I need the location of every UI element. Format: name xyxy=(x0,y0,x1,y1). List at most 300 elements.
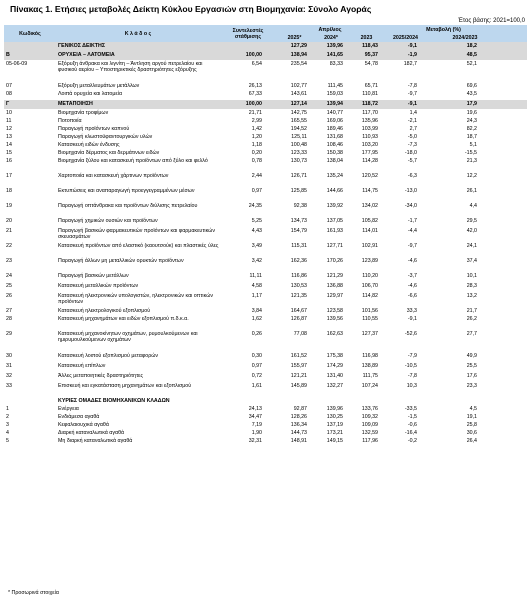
row-change-2: 17,6 xyxy=(466,373,477,379)
row-2025: 138,94 xyxy=(290,52,307,58)
row-change-2: 25,8 xyxy=(466,422,477,428)
row-weight: 7,19 xyxy=(251,422,262,428)
row-weight xyxy=(220,42,276,43)
row-2025: 126,87 xyxy=(290,316,307,322)
row-code: 05-06-09 xyxy=(6,61,28,67)
row-2025: 127,14 xyxy=(290,101,307,107)
row-code: 2 xyxy=(6,414,9,420)
row-weight: 24,35 xyxy=(248,203,262,209)
row-label: Κατασκευή επίπλων xyxy=(58,363,106,369)
table-row xyxy=(4,382,527,397)
row-label: ΟΡΥΧΕΙΑ – ΛΑΤΟΜΕΙΑ xyxy=(58,52,115,58)
row-2023: 54,78 xyxy=(364,61,378,67)
row-code: 18 xyxy=(6,188,12,194)
row-code: 13 xyxy=(6,134,12,140)
row-2025: 116,86 xyxy=(291,273,307,279)
table-row xyxy=(4,187,527,202)
row-code: 11 xyxy=(6,118,12,124)
row-2024: 162,63 xyxy=(326,331,343,337)
row-change-2 xyxy=(427,397,503,398)
row-change-2: 25,5 xyxy=(466,363,477,369)
row-2025: 134,73 xyxy=(290,218,307,224)
row-change-2: 28,3 xyxy=(466,283,477,289)
row-2025: 165,55 xyxy=(290,118,307,124)
row-change-1: -9,7 xyxy=(407,243,417,249)
row-change-1: -7,9 xyxy=(407,353,417,359)
row-change-1: -1,9 xyxy=(407,52,417,58)
row-change-1: -0,2 xyxy=(407,438,417,444)
table-row xyxy=(4,227,527,242)
row-2023: 110,20 xyxy=(362,273,378,279)
row-2025: 123,33 xyxy=(290,150,307,156)
table-row xyxy=(4,352,527,362)
row-code: 15 xyxy=(6,150,12,156)
row-code: 1 xyxy=(6,406,9,412)
row-2025: 144,73 xyxy=(290,430,307,436)
row-label: Μη διαρκή καταναλωτικά αγαθά xyxy=(58,438,133,444)
row-2023: 114,75 xyxy=(362,188,378,194)
row-2025: 125,11 xyxy=(291,134,307,140)
row-2024: 127,71 xyxy=(326,243,343,249)
row-label: ΚΥΡΙΕΣ ΟΜΑΔΕΣ ΒΙΟΜΗΧΑΝΙΚΩΝ ΚΛΑΔΩΝ xyxy=(58,398,170,404)
row-label: Ποτοποιία xyxy=(58,118,82,124)
row-change-1: 33,3 xyxy=(406,308,417,314)
row-code: B xyxy=(6,52,10,58)
row-code: 28 xyxy=(6,316,12,322)
row-change-2: 19,6 xyxy=(466,110,477,116)
row-change-1: -9,1 xyxy=(407,316,417,322)
row-change-1: -7,8 xyxy=(407,373,417,379)
row-2024: 139,96 xyxy=(326,43,343,49)
header-2024: 2024* xyxy=(324,35,338,41)
row-change-1: -9,1 xyxy=(407,43,417,49)
row-change-2: 19,1 xyxy=(466,414,477,420)
table-title: Πίνακας 1. Ετήσιες μεταβολές Δείκτη Κύκλου Εργασιών στη Βιομηχανία: Σύνολο Αγοράς xyxy=(10,4,372,14)
row-label: Λοιπά ορυχεία και λατομεία xyxy=(58,91,123,97)
row-change-1: -9,1 xyxy=(407,101,417,107)
row-weight: 32,31 xyxy=(248,438,262,444)
row-code: 20 xyxy=(6,218,12,224)
row-2024: 161,93 xyxy=(326,228,343,234)
table-row xyxy=(4,51,527,60)
row-change-1: -1,7 xyxy=(407,218,417,224)
row-label: Παραγωγή κλωστοϋφαντουργικών υλών xyxy=(58,134,153,140)
row-2023: 101,56 xyxy=(361,308,378,314)
header-period-1: 2025/2024 xyxy=(392,35,419,41)
row-2025: 126,71 xyxy=(290,173,307,179)
row-change-1: -1,5 xyxy=(407,414,417,420)
table-row xyxy=(4,421,527,429)
row-label: Παραγωγή βασικών μετάλλων xyxy=(58,273,129,279)
row-2025: 128,26 xyxy=(290,414,307,420)
row-label: Βιομηχανία δέρματος και δερμάτινων ειδών xyxy=(58,150,160,156)
row-2024: 149,15 xyxy=(326,438,343,444)
row-weight: 100,00 xyxy=(245,101,262,107)
row-2025: 77,08 xyxy=(293,331,307,337)
row-2023: 138,89 xyxy=(361,363,378,369)
table-row xyxy=(4,405,527,413)
row-change-1: 182,7 xyxy=(403,61,417,67)
row-2025: 161,52 xyxy=(290,353,307,359)
row-change-2: 49,9 xyxy=(466,353,477,359)
row-change-2: 30,6 xyxy=(466,430,477,436)
table-row xyxy=(4,90,527,100)
row-weight: 3,42 xyxy=(251,258,262,264)
row-label: Ενδιάμεσα αγαθά xyxy=(58,414,100,420)
row-label: Εξόρυξη μεταλλευμάτων μετάλλων xyxy=(58,83,140,89)
row-label: Εκτυπώσεις και αναπαραγωγή προεγγεγραμμένων μέσων xyxy=(58,188,195,194)
row-2025: 115,31 xyxy=(291,243,307,249)
table-row xyxy=(4,242,527,257)
row-2024: 150,38 xyxy=(326,150,343,156)
row-label: Παραγωγή άλλων μη μεταλλικών ορυκτών προϊόντων xyxy=(58,258,184,264)
row-2024: 121,29 xyxy=(326,273,343,279)
table-row xyxy=(4,315,527,330)
row-2024: 174,29 xyxy=(326,363,343,369)
row-code: 22 xyxy=(6,243,12,249)
row-2024: 169,06 xyxy=(326,118,343,124)
row-label: Βιομηχανία ξύλου και κατασκευή προϊόντων από ξύλο και φελλό xyxy=(58,158,208,164)
table-body xyxy=(4,42,527,445)
row-change-1: -33,5 xyxy=(404,406,417,412)
row-change-2: 4,4 xyxy=(469,203,477,209)
row-2023 xyxy=(349,397,384,398)
row-weight: 24,13 xyxy=(248,406,262,412)
row-code: 31 xyxy=(6,363,12,369)
row-2025: 148,91 xyxy=(290,438,307,444)
row-2024: 173,21 xyxy=(326,430,343,436)
row-2024: 139,96 xyxy=(326,406,343,412)
row-2023: 120,52 xyxy=(361,173,378,179)
row-2023: 109,32 xyxy=(361,414,378,420)
footnote: * Προσωρινά στοιχεία xyxy=(8,590,59,596)
row-2025: 130,73 xyxy=(290,158,307,164)
row-weight: 67,33 xyxy=(248,91,262,97)
row-2023: 177,95 xyxy=(361,150,378,156)
row-2023: 102,91 xyxy=(361,243,378,249)
row-weight: 4,58 xyxy=(251,283,262,289)
row-label: ΜΕΤΑΠΟΙΗΣΗ xyxy=(58,101,93,107)
row-code: Γ xyxy=(6,101,10,107)
row-label: Κατασκευή ηλεκτρονικών υπολογιστών, ηλεκτρονικών και οπτικών προϊόντων xyxy=(58,293,213,306)
row-2024: 132,27 xyxy=(326,383,343,389)
row-2025: 194,52 xyxy=(290,126,307,132)
row-weight: 6,54 xyxy=(251,61,262,67)
row-change-1: 1,4 xyxy=(409,110,417,116)
row-change-2: 23,3 xyxy=(466,383,477,389)
row-code: 08 xyxy=(6,91,12,97)
row-weight: 1,42 xyxy=(251,126,262,132)
base-year-note: Έτος βάσης: 2021=100,0 xyxy=(458,18,525,24)
row-label: Διαρκή καταναλωτικά αγαθά xyxy=(58,430,125,436)
row-label: Κατασκευή ηλεκτρολογικού εξοπλισμού xyxy=(58,308,151,314)
row-2023: 123,89 xyxy=(361,258,378,264)
row-code: 10 xyxy=(6,110,12,116)
row-2024: 131,40 xyxy=(326,373,343,379)
row-2023: 110,93 xyxy=(362,134,378,140)
row-2023: 117,96 xyxy=(362,438,378,444)
table-row xyxy=(4,60,527,82)
row-2025: 102,77 xyxy=(290,83,307,89)
row-change-2: 42,0 xyxy=(466,228,477,234)
row-weight: 4,43 xyxy=(251,228,262,234)
row-change-2: 27,7 xyxy=(466,331,477,337)
row-2024: 123,58 xyxy=(326,308,343,314)
row-weight: 1,20 xyxy=(251,134,262,140)
row-code xyxy=(4,397,56,398)
row-change-2: 26,4 xyxy=(466,438,477,444)
row-2025: 155,97 xyxy=(290,363,307,369)
row-2024: 170,26 xyxy=(326,258,343,264)
row-2024: 130,25 xyxy=(326,414,343,420)
row-label: Ενέργεια xyxy=(58,406,79,412)
row-2023: 110,55 xyxy=(362,316,378,322)
row-change-2: 26,1 xyxy=(466,188,477,194)
row-label: Κατασκευή ειδών ένδυσης xyxy=(58,142,120,148)
row-code xyxy=(4,42,56,43)
row-2025: 125,85 xyxy=(290,188,307,194)
row-2024: 138,04 xyxy=(326,158,343,164)
row-change-1: -9,7 xyxy=(407,91,417,97)
header-2025: 2025* xyxy=(287,35,302,41)
row-change-1: -2,1 xyxy=(407,118,417,124)
row-weight: 0,26 xyxy=(251,331,262,337)
table-row xyxy=(4,157,527,172)
table-row xyxy=(4,257,527,272)
row-2024 xyxy=(313,397,349,398)
row-change-2: 18,2 xyxy=(466,43,477,49)
table-row xyxy=(4,82,527,90)
row-2023: 118,43 xyxy=(362,43,378,49)
row-2025: 162,36 xyxy=(290,258,307,264)
row-2025: 100,48 xyxy=(290,142,307,148)
row-change-1: -6,3 xyxy=(407,173,417,179)
header-period-2: 2024/2023 xyxy=(452,35,478,41)
row-code: 26 xyxy=(6,293,12,299)
row-2023: 65,71 xyxy=(364,83,378,89)
row-change-2: 21,7 xyxy=(466,308,477,314)
row-2025: 127,29 xyxy=(290,43,307,49)
row-label: Εξόρυξη άνθρακα και λιγνίτη – Άντληση αργού πετρελαίου και φυσικού αερίου – Υποστηρικτικές δραστηριότητες εξόρυξης xyxy=(58,61,203,74)
row-label: Κατασκευή μηχανημάτων και ειδών εξοπλισμού π.δ.κ.α. xyxy=(58,316,189,322)
row-weight: 1,90 xyxy=(251,430,262,436)
table-row xyxy=(4,217,527,227)
row-2023: 114,01 xyxy=(362,228,378,234)
row-label: Κατασκευή μηχανοκίνητων οχημάτων, ρυμουλκούμενων και ημιρυμουλκούμενων οχημάτων xyxy=(58,331,198,344)
row-change-1: -7,3 xyxy=(407,142,417,148)
row-change-2: 12,2 xyxy=(466,173,477,179)
row-change-1: -5,7 xyxy=(407,158,417,164)
row-2024: 136,88 xyxy=(326,283,343,289)
table-row xyxy=(4,117,527,125)
row-weight: 0,97 xyxy=(251,363,262,369)
header-classes: Κ λ ά δ ο ς xyxy=(124,30,152,37)
row-code: 12 xyxy=(6,126,12,132)
row-2023: 134,02 xyxy=(361,203,378,209)
row-weight: 3,84 xyxy=(251,308,262,314)
row-2023: 114,28 xyxy=(362,158,378,164)
row-change-1: -4,4 xyxy=(407,228,417,234)
row-change-1: -4,6 xyxy=(407,283,417,289)
row-2024: 111,45 xyxy=(327,83,343,89)
row-code: 5 xyxy=(6,438,9,444)
row-2023: 127,37 xyxy=(361,331,378,337)
row-change-2: -15,5 xyxy=(464,150,477,156)
row-change-1: -6,6 xyxy=(407,293,417,299)
table-row xyxy=(4,141,527,149)
row-2023: 111,75 xyxy=(362,373,378,379)
row-change-1: -52,6 xyxy=(404,331,417,337)
row-code: 25 xyxy=(6,283,12,289)
row-change-1: -16,4 xyxy=(404,430,417,436)
table-row xyxy=(4,292,527,307)
row-2025: 142,75 xyxy=(290,110,307,116)
row-change-1: -4,6 xyxy=(407,258,417,264)
row-label: Παραγωγή οπτάνθρακα και προϊόντων διύλισης πετρελαίου xyxy=(58,203,198,209)
row-weight: 0,97 xyxy=(251,188,262,194)
row-label: Παραγωγή βασικών φαρμακευτικών προϊόντων και φαρμακευτικών σκευασμάτων xyxy=(58,228,215,241)
row-label: Κατασκευή λοιπού εξοπλισμού μεταφορών xyxy=(58,353,159,359)
row-weight: 1,17 xyxy=(251,293,262,299)
table-row xyxy=(4,429,527,437)
row-change-1: -13,0 xyxy=(404,188,417,194)
row-2024: 140,77 xyxy=(326,110,343,116)
table-row xyxy=(4,133,527,141)
row-weight: 0,78 xyxy=(251,158,262,164)
row-weight: 21,71 xyxy=(248,110,262,116)
row-change-1: 10,3 xyxy=(406,383,417,389)
row-2025: 235,54 xyxy=(290,61,307,67)
row-2025 xyxy=(276,397,313,398)
row-2024: 137,19 xyxy=(326,422,343,428)
row-weight: 0,20 xyxy=(251,150,262,156)
table-row xyxy=(4,413,527,421)
row-label: Άλλες μεταποιητικές δραστηριότητες xyxy=(58,373,144,379)
row-label: Παραγωγή χημικών ουσιών και προϊόντων xyxy=(58,218,158,224)
row-change-1: -10,5 xyxy=(404,363,417,369)
row-code: 17 xyxy=(6,173,12,179)
row-2023: 105,82 xyxy=(361,218,378,224)
row-change-2: 26,2 xyxy=(466,316,477,322)
row-weight: 26,13 xyxy=(248,83,262,89)
row-change-2: 13,2 xyxy=(466,293,477,299)
header-change: Μεταβολή (%) xyxy=(426,27,461,33)
table-row xyxy=(4,282,527,292)
table-row xyxy=(4,109,527,117)
row-weight xyxy=(220,397,276,398)
row-weight: 2,44 xyxy=(251,173,262,179)
row-2023: 103,20 xyxy=(361,142,378,148)
row-2024: 83,33 xyxy=(329,61,343,67)
row-2023: 95,37 xyxy=(364,52,378,58)
row-code: 14 xyxy=(6,142,12,148)
row-2024: 141,65 xyxy=(326,52,343,58)
row-2024: 131,68 xyxy=(326,134,343,140)
row-2025: 143,61 xyxy=(290,91,307,97)
row-2025: 121,21 xyxy=(290,373,307,379)
row-weight: 3,49 xyxy=(251,243,262,249)
row-code: 07 xyxy=(6,83,12,89)
table-row xyxy=(4,125,527,133)
row-2023: 116,98 xyxy=(362,353,378,359)
row-2025: 164,67 xyxy=(290,308,307,314)
row-2024: 129,97 xyxy=(326,293,343,299)
row-change-2: 5,1 xyxy=(469,142,477,148)
row-2025: 130,53 xyxy=(290,283,307,289)
row-2023: 107,24 xyxy=(361,383,378,389)
row-change-2: 82,2 xyxy=(466,126,477,132)
row-change-2: 21,3 xyxy=(466,158,477,164)
row-label: Παραγωγή προϊόντων καπνού xyxy=(58,126,130,132)
row-change-1: -18,0 xyxy=(404,150,417,156)
header-weights: Συντελεστές στάθμισης xyxy=(232,27,264,40)
row-weight: 0,72 xyxy=(251,373,262,379)
row-2023: 118,72 xyxy=(362,101,378,107)
row-2025: 121,35 xyxy=(290,293,307,299)
header-2023: 2023 xyxy=(360,35,373,41)
row-2023: 133,76 xyxy=(361,406,378,412)
row-2023: 103,99 xyxy=(361,126,378,132)
row-change-1: -7,8 xyxy=(407,83,417,89)
table-row xyxy=(4,172,527,187)
table-row xyxy=(4,372,527,382)
row-change-2: 29,5 xyxy=(466,218,477,224)
row-2024: 159,03 xyxy=(326,91,343,97)
row-change-2: 10,1 xyxy=(466,273,477,279)
row-label: ΓΕΝΙΚΟΣ ΔΕΙΚΤΗΣ xyxy=(58,43,106,49)
table-row xyxy=(4,149,527,157)
turnover-table xyxy=(4,25,527,445)
row-label: Κατασκευή μεταλλικών προϊόντων xyxy=(58,283,139,289)
row-change-2: 24,1 xyxy=(466,243,477,249)
row-change-2: 24,3 xyxy=(466,118,477,124)
table-row xyxy=(4,202,527,217)
row-change-2: 69,6 xyxy=(466,83,477,89)
row-change-1: -3,7 xyxy=(407,273,417,279)
row-weight: 1,18 xyxy=(251,142,262,148)
row-change-2: 17,9 xyxy=(466,101,477,107)
row-change-2: 48,5 xyxy=(466,52,477,58)
row-code: 24 xyxy=(6,273,12,279)
row-2024: 137,05 xyxy=(326,218,343,224)
row-weight: 11,11 xyxy=(249,273,262,279)
row-code: 30 xyxy=(6,353,12,359)
row-weight: 100,00 xyxy=(245,52,262,58)
row-label: Χαρτοποιία και κατασκευή χάρτινων προϊόντων xyxy=(58,173,169,179)
table-row xyxy=(4,100,527,109)
row-weight: 2,99 xyxy=(251,118,262,124)
row-2024: 189,46 xyxy=(326,126,343,132)
row-weight: 1,61 xyxy=(251,383,262,389)
table-header xyxy=(4,25,527,42)
row-2024: 139,94 xyxy=(326,101,343,107)
row-code: 16 xyxy=(6,158,12,164)
row-2023: 135,96 xyxy=(361,118,378,124)
row-2023: 117,70 xyxy=(362,110,378,116)
row-weight: 0,30 xyxy=(251,353,262,359)
row-2024: 139,92 xyxy=(326,203,343,209)
row-2023: 132,59 xyxy=(361,430,378,436)
header-code: Κωδικός xyxy=(19,30,41,37)
table-row xyxy=(4,272,527,282)
row-label: Κατασκευή προϊόντων από ελαστικό (καουτσούκ) και πλαστικές ύλες xyxy=(58,243,219,249)
row-code: 27 xyxy=(6,308,12,314)
row-label: Κεφαλαιουχικά αγαθά xyxy=(58,422,109,428)
row-code: 21 xyxy=(6,228,12,234)
row-change-1: -34,0 xyxy=(404,203,417,209)
row-code: 33 xyxy=(6,383,12,389)
row-code: 32 xyxy=(6,373,12,379)
